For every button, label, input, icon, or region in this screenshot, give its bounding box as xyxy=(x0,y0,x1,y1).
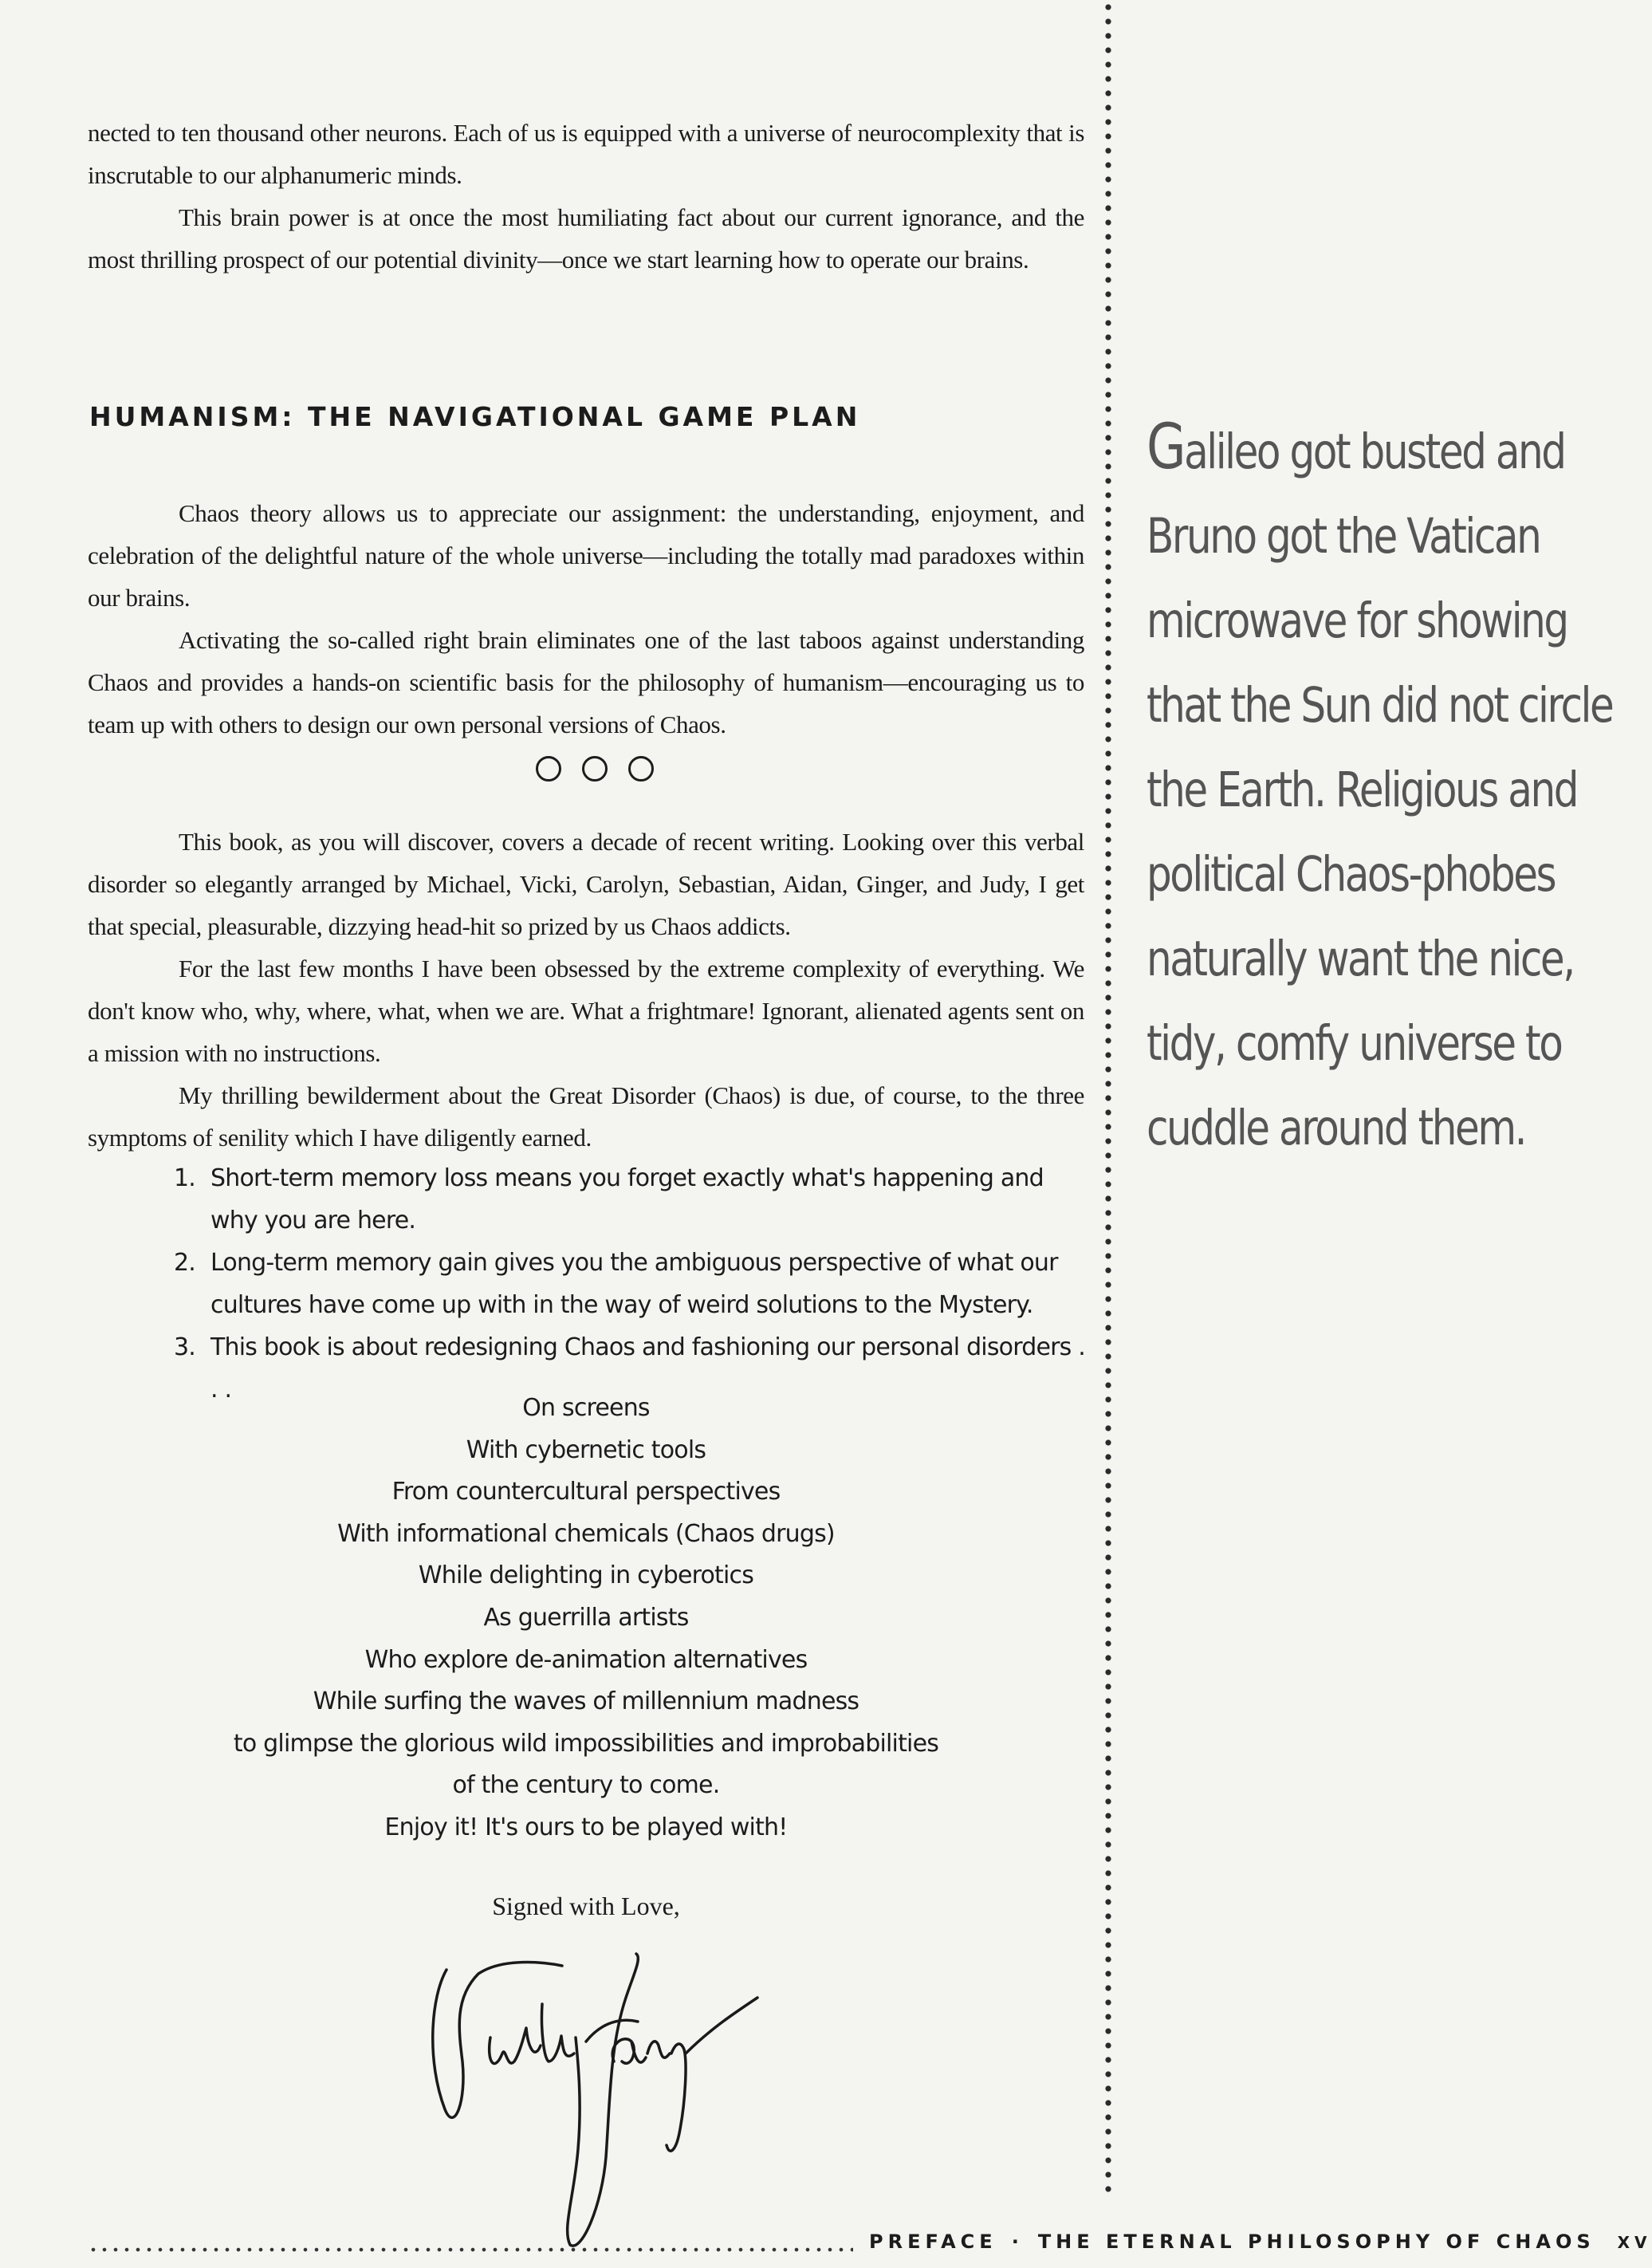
pull-quote-line: Bruno got the Vatican xyxy=(1147,508,1540,565)
pull-quote-line: that the Sun did not circle xyxy=(1147,677,1613,734)
verse-line: While delighting in cyberotics xyxy=(418,1561,754,1590)
numbered-list xyxy=(174,1157,1091,1411)
spiral-ornament-icon xyxy=(628,756,654,782)
paragraph: Chaos theory allows us to appreciate our assignment: the understanding, enjoyment, and celebration of the delightful nature of the whole universe—including the totally mad paradoxes within our brains. xyxy=(88,499,1084,612)
handwritten-signature xyxy=(423,1942,773,2261)
main-text-top xyxy=(88,112,1084,281)
verse-line: As guerrilla artists xyxy=(483,1603,689,1632)
pull-quote-line: political Chaos-phobes xyxy=(1147,846,1556,903)
verse-line: Who explore de-animation alternatives xyxy=(364,1645,808,1674)
vertical-dotted-rule xyxy=(1103,0,1113,2197)
list-number: 3. xyxy=(174,1333,196,1361)
list-number: 2. xyxy=(174,1249,196,1277)
pull-quote-line: microwave for showing xyxy=(1147,593,1567,649)
footer-title: THE ETERNAL PHILOSOPHY OF CHAOS xyxy=(1037,2231,1595,2253)
paragraph: Activating the so-called right brain eliminates one of the last taboos against understanding Chaos and provides a hands-on scientific basis for the philosophy of humanism—encouraging us to team up with others to design our own personal versions of Chaos. xyxy=(88,626,1084,738)
list-item xyxy=(174,1242,1091,1326)
footer-separator: · xyxy=(1011,2231,1024,2253)
drop-cap: G xyxy=(1147,411,1185,483)
pull-quote-line: tidy, comfy universe to xyxy=(1147,1015,1562,1072)
signoff: Signed with Love, xyxy=(492,1892,680,1920)
list-text: Long-term memory gain gives you the ambiguous perspective of what our cultures have come up with in the way of weird solutions to the Mystery. xyxy=(210,1249,1058,1319)
verse-line: With informational chemicals (Chaos drugs) xyxy=(337,1519,835,1548)
paragraph: This book, as you will discover, covers a decade of recent writing. Looking over this verbal disorder so elegantly arranged by Michael, Vicki, Carolyn, Sebastian, Aidan, Ginger, and Judy, I get that special, pleasurable, dizzying head-hit so prized by us Chaos addicts. xyxy=(88,828,1084,940)
list-text: Short-term memory loss means you forget exactly what's happening and why you are here. xyxy=(210,1164,1044,1234)
list-item xyxy=(174,1157,1091,1242)
list-number: 1. xyxy=(174,1164,196,1192)
spiral-ornament-icon xyxy=(536,756,561,782)
pull-quote-line: cuddle around them. xyxy=(1147,1100,1526,1156)
list-text: This book is about redesigning Chaos and fashioning our personal disorders . . . xyxy=(210,1333,1085,1404)
footer-dotted-rule xyxy=(88,2247,853,2252)
spiral-ornament-icon xyxy=(582,756,608,782)
running-footer xyxy=(869,2231,1652,2253)
verse-line: to glimpse the glorious wild impossibilities and improbabilities xyxy=(233,1729,939,1758)
section-heading: HUMANISM: THE NAVIGATIONAL GAME PLAN xyxy=(89,401,861,432)
verse-line: From countercultural perspectives xyxy=(391,1478,781,1506)
paragraph: nected to ten thousand other neurons. Each of us is equipped with a universe of neurocomplexity that is inscrutable to our alphanumeric minds. xyxy=(88,119,1084,189)
main-text-lower xyxy=(88,821,1084,1159)
verse-line: of the century to come. xyxy=(452,1771,720,1800)
paragraph: My thrilling bewilderment about the Great Disorder (Chaos) is due, of course, to the three symptoms of senility which I have diligently earned. xyxy=(88,1081,1084,1152)
pull-quote-line: the Earth. Religious and xyxy=(1147,762,1577,818)
page-number: XV xyxy=(1617,2233,1652,2252)
verse-line: While surfing the waves of millennium madness xyxy=(313,1687,859,1716)
pull-quote-line: naturally want the nice, xyxy=(1147,931,1574,987)
verse-line: With cybernetic tools xyxy=(466,1435,706,1464)
footer-section: PREFACE xyxy=(869,2231,997,2253)
centered-verse xyxy=(88,1388,1084,1849)
verse-line: Enjoy it! It's ours to be played with! xyxy=(384,1813,788,1841)
paragraph: For the last few months I have been obsessed by the extreme complexity of everything. We don't know who, why, where, what, when we are. What a frightmare! Ignorant, alienated agents sent on a mission with no instructions. xyxy=(88,955,1084,1067)
pull-quote xyxy=(1147,405,1613,1171)
main-text-middle xyxy=(88,492,1084,746)
paragraph: This brain power is at once the most humiliating fact about our current ignorance, and the most thrilling prospect of our potential divinity—once we start learning how to operate our brains. xyxy=(88,203,1084,274)
section-divider-ornaments xyxy=(536,756,654,782)
verse-line: On screens xyxy=(522,1394,650,1422)
pull-quote-line-1: Galileo got busted and xyxy=(1147,411,1565,483)
